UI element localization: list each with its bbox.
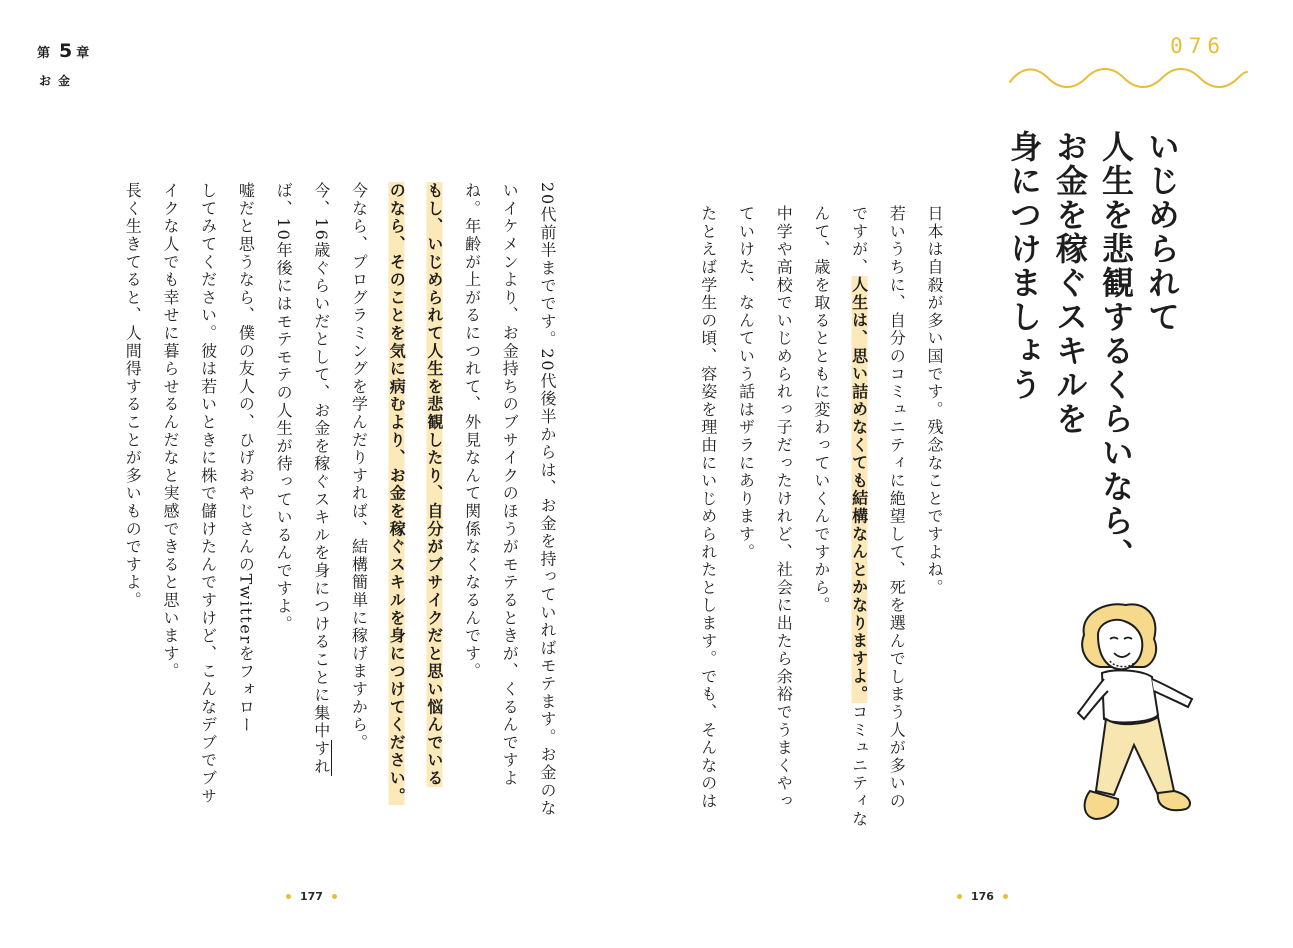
- walking-man-illustration: [1062, 595, 1202, 835]
- chapter-prefix: 第: [37, 46, 56, 61]
- left_page-line: [151, 182, 189, 842]
- title-line-2: 人生を悲観するくらいなら、: [1097, 130, 1135, 572]
- text-run: 若いうちに、自分のコミュニティに絶望して、死を選んでしまう人が多いの: [887, 205, 907, 811]
- highlighted-text: のなら、そのことを気に病むより、お金を稼ぐスキルを身につけてください。: [387, 182, 407, 805]
- page-number-177: 177: [300, 890, 323, 903]
- dot-icon: [1003, 894, 1008, 899]
- right_page-line: [878, 205, 916, 845]
- text-run: イクな人でも幸せに暮らせるんだなと実感できると思います。: [160, 182, 180, 681]
- left_page-line: [491, 182, 529, 842]
- text-run: いイケメンより、お金持ちのブサイクのほうがモテるときが、くるんですよ: [500, 182, 520, 788]
- body-text-right: [689, 205, 953, 845]
- left_page-line: [340, 182, 378, 842]
- left_page-line: [453, 182, 491, 842]
- text-run: 中学や高校でいじめられっ子だったけれど、社会に出たら余裕でうまくやっ: [774, 205, 794, 811]
- page-177: [0, 0, 646, 948]
- text-run: 嘘だと思うなら、僕の友人の、ひげおやじさんのTwitterをフォロー: [236, 182, 256, 735]
- left_page-line: [302, 182, 340, 842]
- dot-icon: [286, 894, 291, 899]
- text-run: んて、歳を取るとともに変わっていくんですから。: [811, 205, 831, 615]
- topic-title: [1001, 130, 1185, 572]
- page-number-176: 176: [971, 890, 994, 903]
- text-run: 日本は自殺が多い国です。残念なことですよね。: [925, 205, 944, 597]
- topic-number: 076: [1170, 34, 1226, 58]
- text-run: してみてください。彼は若いときに株で儲けたんですけど、こんなデブでブサ: [198, 182, 218, 805]
- chapter-number: 5: [59, 40, 73, 62]
- left_page-line: [528, 182, 566, 842]
- left_page-line: [189, 182, 227, 842]
- body-text-left: [114, 182, 566, 842]
- text-run: ていけた、なんていう話はザラにあります。: [736, 205, 756, 561]
- text-run: 今、16歳ぐらいだとして、お金を稼ぐスキルを身につけることに集中: [311, 182, 331, 740]
- wave-decoration-icon: [1008, 60, 1248, 100]
- text-run: 今なら、プログラミングを学んだりすれば、結構簡単に稼げますから。: [349, 182, 369, 752]
- page-number-right: [957, 890, 1008, 903]
- right_page-line: [840, 205, 878, 845]
- highlighted-text: もし、いじめられて人生を悲観したり、自分がブサイクだと思い悩んでいる: [424, 182, 444, 788]
- chapter-title: お金: [39, 74, 78, 88]
- left_page-line: [264, 182, 302, 842]
- text-run: 20代前半までです。20代後半からは、お金を持っていればモテます。お金のな: [538, 182, 557, 818]
- right_page-line: [802, 205, 840, 845]
- right_page-line: [689, 205, 727, 845]
- dot-icon: [332, 894, 337, 899]
- page-number-left: [286, 890, 337, 903]
- left_page-line: [227, 182, 265, 842]
- text-run: ば、10年後にはモテモテの人生が待っているんですよ。: [274, 182, 294, 634]
- dot-icon: [957, 894, 962, 899]
- text-run: たとえば学生の頃、容姿を理由にいじめられたとします。でも、そんなのは: [698, 205, 718, 811]
- left_page-line: [415, 182, 453, 842]
- title-line-1: いじめられて: [1143, 130, 1181, 334]
- right_page-line: [764, 205, 802, 845]
- highlighted-text: 人生は、思い詰めなくても結構なんとかなりますよ。: [849, 276, 869, 704]
- right_page-line: [727, 205, 765, 845]
- text-run: 長く生きてると、人間得することが多いものですよ。: [123, 182, 143, 610]
- text-run: ですが、: [849, 205, 869, 277]
- text-run: コミュニティな: [849, 703, 869, 829]
- title-line-3: お金を稼ぐスキルを: [1051, 130, 1089, 436]
- right_page-line: [915, 205, 953, 845]
- title-line-4: 身につけましょう: [1005, 130, 1043, 402]
- left_page-line: [114, 182, 152, 842]
- chapter-suffix: 章: [76, 46, 95, 61]
- chapter-label: [37, 40, 94, 62]
- text-run: ね。年齢が上がるにつれて、外見なんて関係なくなるんです。: [462, 182, 482, 681]
- underlined-text: すれ: [311, 739, 331, 776]
- left_page-line: [377, 182, 415, 842]
